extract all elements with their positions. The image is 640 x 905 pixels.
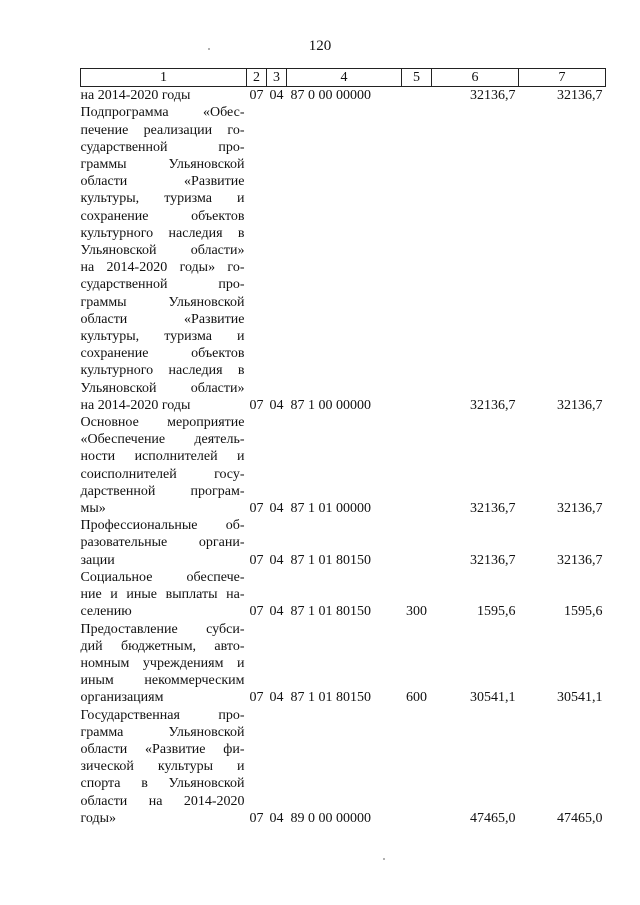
description-line: Ульяновской области» <box>80 380 245 396</box>
column-header: 2 <box>247 69 267 87</box>
budget-table <box>80 68 606 827</box>
description-line: соисполнителей госу- <box>80 466 245 482</box>
description-line: зации <box>80 552 115 568</box>
description-line: Основное мероприятие <box>80 415 245 431</box>
table-row <box>81 104 606 414</box>
table-row <box>81 621 606 707</box>
description-line: дарственной програм- <box>80 483 245 499</box>
amount-col7: 32136,7 <box>557 88 603 104</box>
amount-col7: 32136,7 <box>557 501 603 517</box>
subsection-code: 04 <box>269 501 284 517</box>
description-line: грамма Ульяновской <box>80 724 245 740</box>
amount-col6: 32136,7 <box>470 397 516 413</box>
description-line: граммы Ульяновской <box>80 157 245 173</box>
description-line: селению <box>80 604 132 620</box>
description-line: Социальное обеспече- <box>80 569 245 585</box>
table-row <box>81 414 606 517</box>
subsection-code: 04 <box>269 604 284 620</box>
subsection-code: 04 <box>269 552 284 568</box>
target-article-code: 87 1 01 80150 <box>290 690 371 706</box>
table-row <box>81 569 606 621</box>
subsection-code: 04 <box>269 810 284 826</box>
amount-col6: 47465,0 <box>470 810 516 826</box>
description-line: разовательные органи- <box>80 535 245 551</box>
description-line: Государственная про- <box>80 707 245 723</box>
description-line: сохранение объектов <box>80 346 245 362</box>
table-header-row <box>81 69 606 87</box>
expense-type-code <box>402 87 432 105</box>
expense-type-code <box>402 414 432 517</box>
page-number: 120 <box>308 38 332 54</box>
expense-type-code: 300 <box>406 604 427 620</box>
description-line: на 2014-2020 годы <box>80 397 191 413</box>
description-line: сударственной про- <box>80 277 245 293</box>
description-line: Профессиональные об- <box>80 518 245 534</box>
description-line: «Обеспечение деятель- <box>80 432 245 448</box>
table-body <box>81 87 606 827</box>
description-line: культуры, туризма и <box>80 191 245 207</box>
description-line: сударственной про- <box>80 139 245 155</box>
row-description <box>81 569 247 621</box>
column-header: 4 <box>287 69 402 87</box>
description-line: Подпрограмма «Обес- <box>80 105 245 121</box>
description-line: мы» <box>80 501 106 517</box>
column-header: 7 <box>519 69 606 87</box>
description-line: на 2014-2020 годы <box>80 88 191 104</box>
column-header: 1 <box>81 69 247 87</box>
target-article-code: 89 0 00 00000 <box>290 810 371 826</box>
section-code: 07 <box>249 604 264 620</box>
expense-type-code <box>402 517 432 569</box>
description-line: организациям <box>80 690 164 706</box>
target-article-code: 87 1 00 00000 <box>290 397 371 413</box>
description-line: граммы Ульяновской <box>80 294 245 310</box>
description-line: культурного наследия в <box>80 363 245 379</box>
target-article-code: 87 0 00 00000 <box>290 88 371 104</box>
row-description <box>81 517 247 569</box>
description-line: культурного наследия в <box>80 225 245 241</box>
amount-col6: 32136,7 <box>470 501 516 517</box>
description-line: области «Развитие <box>80 311 245 327</box>
column-header: 5 <box>402 69 432 87</box>
row-description <box>81 621 247 707</box>
amount-col6: 32136,7 <box>470 88 516 104</box>
row-description <box>81 104 247 414</box>
section-code: 07 <box>249 552 264 568</box>
amount-col7: 1595,6 <box>564 604 603 620</box>
row-description <box>81 707 247 827</box>
row-description <box>81 87 247 105</box>
target-article-code: 87 1 01 00000 <box>290 501 371 517</box>
subsection-code: 04 <box>269 88 284 104</box>
description-line: области «Развитие <box>80 174 245 190</box>
section-code: 07 <box>249 397 264 413</box>
description-line: ности исполнителей и <box>80 449 245 465</box>
column-header: 6 <box>432 69 519 87</box>
table-row <box>81 707 606 827</box>
description-line: Предоставление субси- <box>80 621 245 637</box>
target-article-code: 87 1 01 80150 <box>290 604 371 620</box>
subsection-code: 04 <box>269 690 284 706</box>
section-code: 07 <box>249 690 264 706</box>
amount-col7: 32136,7 <box>557 552 603 568</box>
expense-type-code: 600 <box>406 690 427 706</box>
section-code: 07 <box>249 501 264 517</box>
description-line: на 2014-2020 годы» го- <box>80 260 245 276</box>
description-line: иным некоммерческим <box>80 673 245 689</box>
amount-col6: 30541,1 <box>470 690 516 706</box>
amount-col7: 32136,7 <box>557 397 603 413</box>
scan-speck <box>208 48 210 50</box>
description-line: ние и иные выплаты на- <box>80 587 245 603</box>
table-row <box>81 517 606 569</box>
table-row <box>81 87 606 105</box>
description-line: области на 2014-2020 <box>80 793 245 809</box>
description-line: номным учреждениям и <box>80 655 245 671</box>
expense-type-code <box>402 707 432 827</box>
column-header: 3 <box>267 69 287 87</box>
amount-col7: 30541,1 <box>557 690 603 706</box>
subsection-code: 04 <box>269 397 284 413</box>
description-line: зической культуры и <box>80 759 245 775</box>
amount-col6: 32136,7 <box>470 552 516 568</box>
description-line: Ульяновской области» <box>80 243 245 259</box>
scan-speck <box>383 858 385 860</box>
description-line: печение реализации го- <box>80 122 245 138</box>
description-line: спорта в Ульяновской <box>80 776 245 792</box>
description-line: годы» <box>80 810 117 826</box>
description-line: области «Развитие фи- <box>80 741 245 757</box>
description-line: сохранение объектов <box>80 208 245 224</box>
expense-type-code <box>402 104 432 414</box>
row-description <box>81 414 247 517</box>
target-article-code: 87 1 01 80150 <box>290 552 371 568</box>
amount-col7: 47465,0 <box>557 810 603 826</box>
amount-col6: 1595,6 <box>477 604 516 620</box>
description-line: культуры, туризма и <box>80 329 245 345</box>
description-line: дий бюджетным, авто- <box>80 638 245 654</box>
section-code: 07 <box>249 810 264 826</box>
section-code: 07 <box>249 88 264 104</box>
